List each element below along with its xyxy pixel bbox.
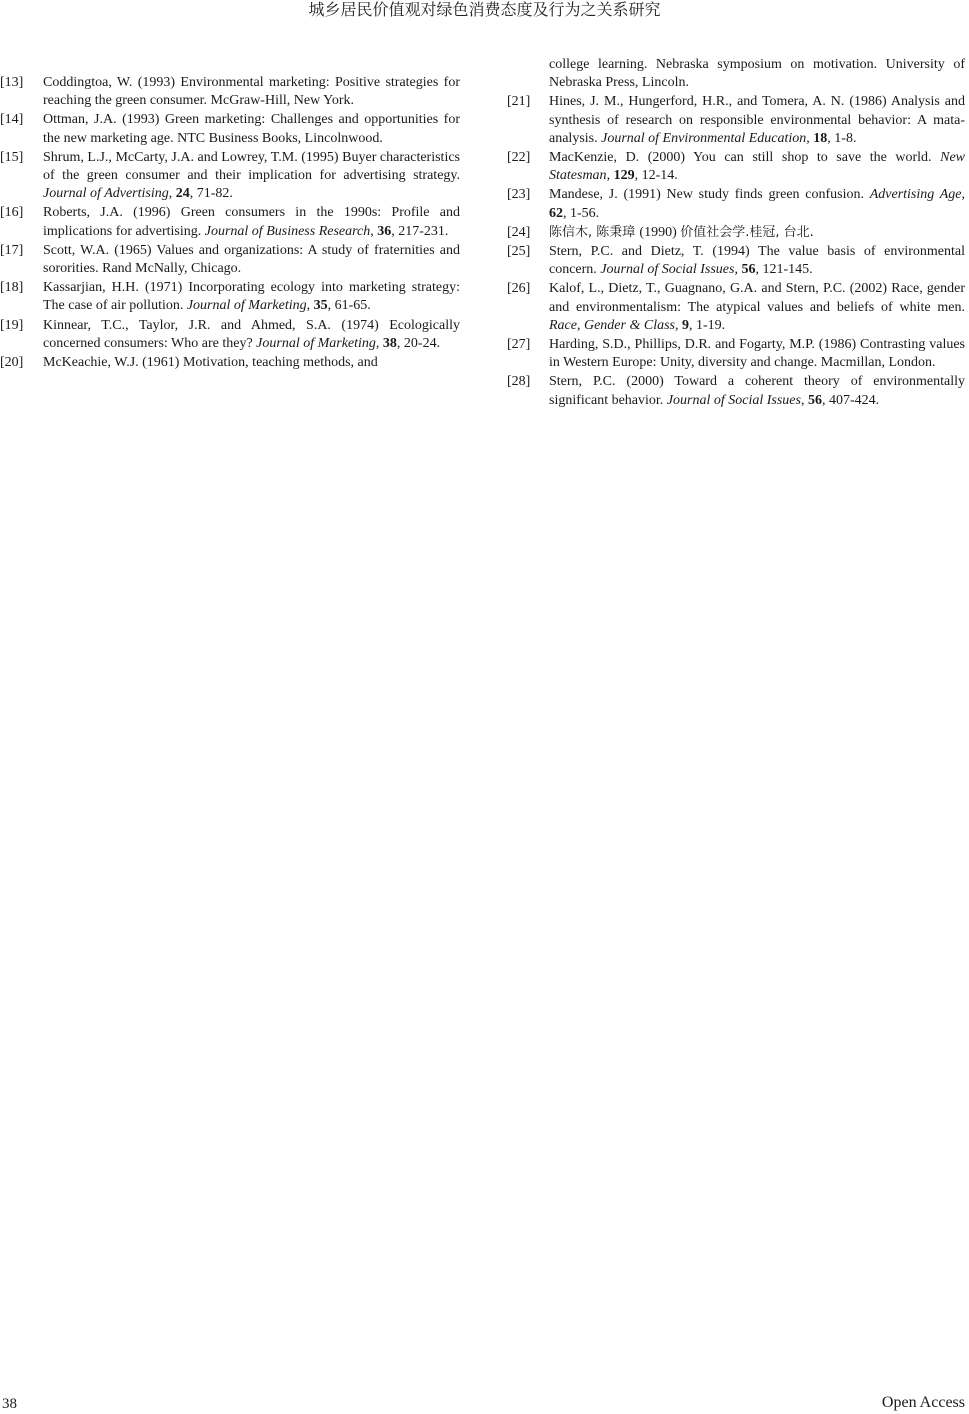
volume-number: 35 xyxy=(313,298,328,314)
reference-number: [17] xyxy=(0,242,24,258)
reference-entry xyxy=(507,224,965,242)
reference-entry xyxy=(507,280,965,335)
reference-text-run: , 1-19. xyxy=(688,317,726,333)
reference-text-run: , 217-231. xyxy=(391,223,449,239)
reference-continuation: college learning. Nebraska symposium on motivation. University of Nebraska Press, Lincoln. xyxy=(549,57,965,91)
journal-title: Journal of Business Research xyxy=(204,223,371,239)
reference-text-run: McKeachie, W.J. (1961) Motivation, teaching methods, and xyxy=(43,355,378,371)
reference-text-run: Kassarjian, H.H. (1971) Incorporating ecology into marketing strategy: The case of air pollution. xyxy=(43,280,460,314)
reference-text xyxy=(43,354,460,372)
reference-entry xyxy=(507,243,965,279)
journal-title: Journal of Marketing xyxy=(256,335,376,351)
volume-number: 24 xyxy=(175,186,190,202)
reference-text-run: , 20-24. xyxy=(396,335,441,351)
reference-text-run: , 1-56. xyxy=(563,205,600,221)
cjk-text: 价值社会学.桂冠, 台北. xyxy=(680,224,814,240)
reference-text-run: , 12-14. xyxy=(634,168,678,184)
reference-entry xyxy=(0,204,460,240)
reference-entry xyxy=(0,111,460,147)
reference-text-run: Harding, S.D., Phillips, D.R. and Fogarty, M.P. (1986) Contrasting values in Western Europe: Unity, diversity and change. Macmillan, London. xyxy=(549,337,965,371)
reference-text-run: Stern, P.C. and Dietz, T. (1994) The value basis of environmental concern. xyxy=(549,244,965,278)
volume-number: 56 xyxy=(741,262,756,278)
reference-text xyxy=(549,280,965,335)
reference-text xyxy=(43,242,460,278)
volume-number: 129 xyxy=(613,168,635,184)
journal-title: Journal of Marketing xyxy=(186,298,307,314)
volume-number: 36 xyxy=(377,223,392,239)
reference-entry xyxy=(0,149,460,204)
reference-text-run: , xyxy=(606,168,614,184)
reference-text-run: , 61-65. xyxy=(327,298,371,314)
volume-number: 38 xyxy=(382,335,397,351)
reference-text-run: , xyxy=(306,298,314,314)
reference-entry xyxy=(507,93,965,148)
volume-number: 62 xyxy=(549,205,563,221)
reference-text-run: , xyxy=(806,130,814,146)
reference-number: [13] xyxy=(0,75,24,90)
reference-text xyxy=(43,317,460,353)
journal-title: New Statesman xyxy=(549,150,965,184)
reference-text-run: , 407-424. xyxy=(821,392,880,408)
reference-text xyxy=(549,224,965,242)
reference-column-right xyxy=(507,56,965,411)
reference-number: [16] xyxy=(0,205,24,221)
reference-text xyxy=(549,149,965,185)
journal-title: Journal of Advertising xyxy=(43,186,169,202)
reference-text-run: MacKenzie, D. (2000) You can still shop to save the world. xyxy=(549,150,941,166)
reference-number: [23] xyxy=(507,187,531,203)
reference-entry xyxy=(507,373,965,409)
reference-text xyxy=(43,111,460,147)
reference-number: [15] xyxy=(0,149,24,165)
reference-text-run: Mandese, J. (1991) New study finds green confusion. xyxy=(549,187,870,203)
journal-title: Advertising Age xyxy=(869,187,962,203)
reference-text xyxy=(43,279,460,315)
reference-text xyxy=(549,336,965,372)
reference-text xyxy=(549,186,965,222)
reference-text-run: , xyxy=(800,392,808,408)
reference-text-run: , 121-145. xyxy=(755,262,813,278)
reference-number: [20] xyxy=(0,355,24,371)
reference-text xyxy=(43,204,460,240)
reference-text-run: Stern, P.C. (2000) Toward a coherent theory of environmentally significant behavior. xyxy=(549,374,965,408)
reference-text xyxy=(549,93,965,148)
reference-text-run: Kinnear, T.C., Taylor, J.R. and Ahmed, S.A. (1974) Ecologically concerned consumers: Who are they? xyxy=(43,317,460,351)
reference-number: [22] xyxy=(507,150,531,166)
reference-text-run: Hines, J. M., Hungerford, H.R., and Tomera, A. N. (1986) Analysis and synthesis of research on responsible environmental behavior: A mata-analysis. xyxy=(549,94,965,146)
reference-text-run: Scott, W.A. (1965) Values and organizations: A study of fraternities and sororities. Rand McNally, Chicago. xyxy=(43,242,460,277)
reference-entry xyxy=(0,279,460,315)
volume-number: 56 xyxy=(807,392,822,408)
reference-text-run: , 71-82. xyxy=(189,186,233,202)
open-access-label: Open Access xyxy=(881,1394,965,1411)
reference-list-left xyxy=(0,74,460,372)
journal-title: Race xyxy=(549,317,577,333)
reference-number: [24] xyxy=(507,224,531,240)
reference-text-run: , xyxy=(674,317,682,333)
reference-text-run: , 1-8. xyxy=(827,130,857,146)
reference-text-run: , xyxy=(961,187,966,203)
reference-entry xyxy=(0,74,460,110)
cjk-text: 陈信木, 陈秉璋 xyxy=(549,224,640,240)
reference-number: [19] xyxy=(0,317,24,333)
reference-text-run: , xyxy=(375,335,383,351)
reference-column-left xyxy=(0,74,460,373)
reference-number: [25] xyxy=(507,244,531,260)
page-number: 38 xyxy=(2,1396,17,1412)
reference-entry xyxy=(0,317,460,353)
reference-text-run: (1990) xyxy=(639,224,681,240)
reference-text-run: Coddingtoa, W. (1993) Environmental marketing: Positive strategies for reaching the green consumer. McGraw-Hill, New York. xyxy=(43,75,460,109)
reference-text xyxy=(43,74,460,110)
reference-text xyxy=(549,373,965,409)
reference-text-run: Kalof, L., Dietz, T., Guagnano, G.A. and Stern, P.C. (2002) Race, gender and environmentalism: The atypical values and beliefs of white men. xyxy=(549,281,965,315)
journal-title: Journal of Social Issues xyxy=(666,392,801,408)
journal-title: Journal of Social Issues xyxy=(600,262,735,278)
reference-text-run: Ottman, J.A. (1993) Green marketing: Challenges and opportunities for the new marketing age. NTC Business Books, Lincolnwood. xyxy=(43,112,460,146)
reference-text-run: , xyxy=(168,186,176,202)
journal-title: Journal of Environmental Education xyxy=(601,130,807,146)
volume-number: 9 xyxy=(681,317,689,333)
reference-number: [28] xyxy=(507,374,531,390)
reference-number: [14] xyxy=(0,112,24,128)
reference-entry xyxy=(0,242,460,278)
running-header: 城乡居民价值观对绿色消费态度及行为之关系研究 xyxy=(308,0,661,19)
reference-entry xyxy=(507,149,965,185)
reference-number: [26] xyxy=(507,281,531,297)
journal-title: Gender & Class xyxy=(583,317,675,333)
reference-text xyxy=(549,243,965,279)
volume-number: 18 xyxy=(813,130,828,146)
reference-text-run: , xyxy=(370,223,378,239)
reference-entry xyxy=(0,354,460,372)
reference-number: [18] xyxy=(0,280,24,296)
reference-number: [27] xyxy=(507,337,531,353)
reference-text xyxy=(43,149,460,204)
reference-text-run: , xyxy=(734,262,742,278)
reference-entry xyxy=(507,336,965,372)
reference-text-run: Roberts, J.A. (1996) Green consumers in the 1990s: Profile and implications for advertising. xyxy=(43,205,460,239)
reference-text-run: , xyxy=(576,317,584,333)
reference-entry xyxy=(507,186,965,222)
reference-list-right xyxy=(507,93,965,409)
reference-number: [21] xyxy=(507,94,531,110)
reference-text-run: Shrum, L.J., McCarty, J.A. and Lowrey, T.M. (1995) Buyer characteristics of the green consumer and their implication for advertising strategy. xyxy=(43,149,460,184)
